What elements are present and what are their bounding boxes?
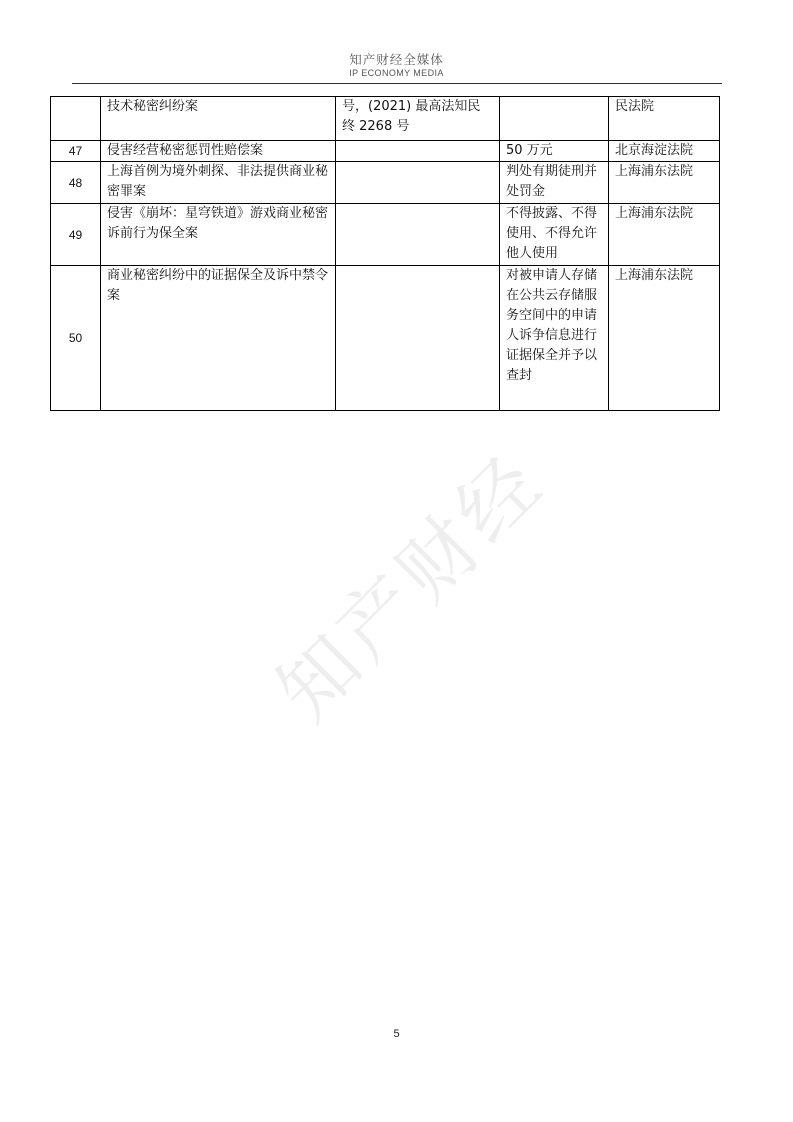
case-name: 技术秘密纠纷案: [101, 97, 336, 141]
case-table: [50, 96, 720, 411]
header-title: 知产财经全媒体: [349, 52, 444, 67]
case-court: 上海浦东法院: [609, 162, 720, 204]
header-divider: [72, 83, 722, 84]
case-number: [336, 162, 500, 204]
row-number: 48: [51, 162, 101, 204]
table-row: [51, 204, 720, 266]
row-number: 47: [51, 141, 101, 162]
table-row: [51, 141, 720, 162]
row-number: 50: [51, 266, 101, 411]
case-result: 50 万元: [500, 141, 609, 162]
case-court: 上海浦东法院: [609, 266, 720, 411]
page-header: [0, 52, 793, 79]
row-number: 49: [51, 204, 101, 266]
page-number: 5: [393, 1028, 400, 1040]
watermark: 知产财经: [260, 436, 563, 738]
case-result: [500, 97, 609, 141]
case-result: 判处有期徒刑并处罚金: [500, 162, 609, 204]
case-name: 商业秘密纠纷中的证据保全及诉中禁令案: [101, 266, 336, 411]
case-number: [336, 204, 500, 266]
case-number: 号，(2021) 最高法知民终 2268 号: [336, 97, 500, 141]
case-name: 侵害经营秘密惩罚性赔偿案: [101, 141, 336, 162]
case-name: 上海首例为境外刺探、非法提供商业秘密罪案: [101, 162, 336, 204]
case-result: 不得披露、不得使用、不得允许他人使用: [500, 204, 609, 266]
case-court: 北京海淀法院: [609, 141, 720, 162]
case-number: [336, 141, 500, 162]
table-row: [51, 97, 720, 141]
header-subtitle: IP ECONOMY MEDIA: [349, 68, 444, 78]
case-court: 民法院: [609, 97, 720, 141]
case-result: 对被申请人存储在公共云存储服务空间中的申请人诉争信息进行证据保全并予以查封: [500, 266, 609, 411]
case-number: [336, 266, 500, 411]
table-row: [51, 266, 720, 411]
case-court: 上海浦东法院: [609, 204, 720, 266]
row-number: [51, 97, 101, 141]
table-row: [51, 162, 720, 204]
case-name: 侵害《崩坏：星穹铁道》游戏商业秘密诉前行为保全案: [101, 204, 336, 266]
